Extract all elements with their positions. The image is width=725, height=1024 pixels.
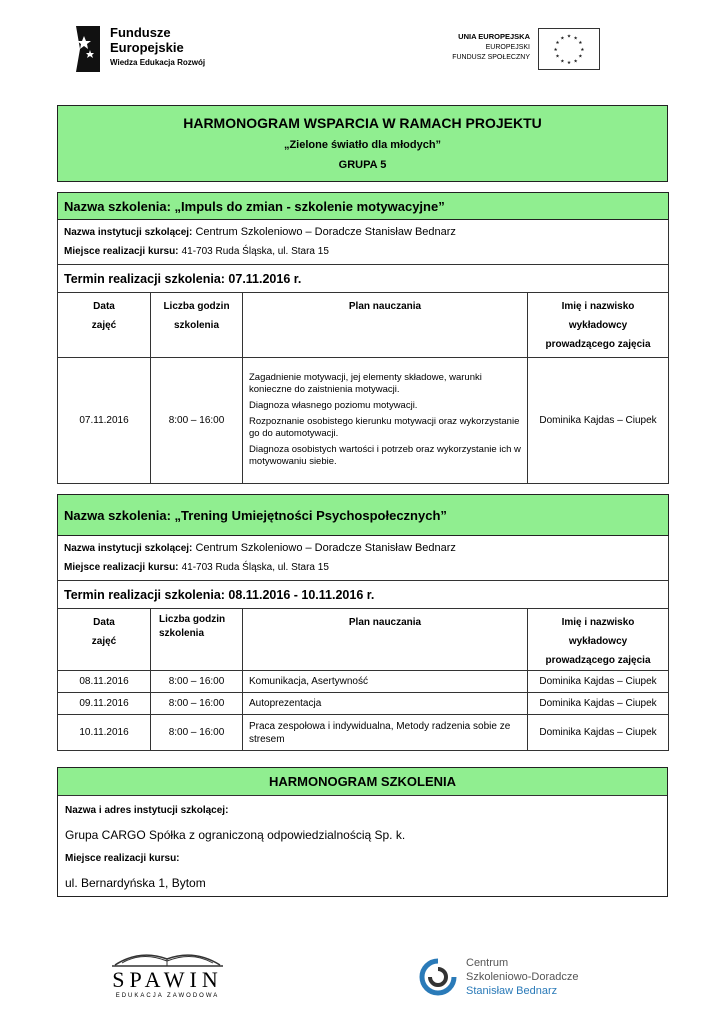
training2-inst-label: Nazwa instytucji szkolącej: bbox=[64, 543, 193, 554]
table-row bbox=[58, 358, 669, 484]
col-lecturer: Imię i nazwisko wykładowcy prowadzącego zajęcia bbox=[528, 609, 669, 671]
plan-item: Zagadnienie motywacji, jej elementy składowe, warunki konieczne do zaistnienia motywacji. bbox=[249, 371, 482, 395]
training2-term: Termin realizacji szkolenia: 08.11.2016 - 10.11.2016 r. bbox=[58, 581, 669, 609]
training2-institution: Centrum Szkoleniowo – Doradcze Stanisław Bednarz bbox=[195, 542, 456, 554]
training1-table bbox=[57, 192, 669, 484]
harmonogram-box bbox=[57, 767, 668, 897]
row-lecturer: Dominika Kajdas – Ciupek bbox=[528, 693, 669, 715]
centrum-logo bbox=[418, 955, 598, 1001]
svg-text:★: ★ bbox=[555, 54, 560, 60]
row-lecturer: Dominika Kajdas – Ciupek bbox=[528, 671, 669, 693]
training1-info bbox=[58, 220, 669, 265]
harmonogram-inst-label: Nazwa i adres instytucji szkolącej: bbox=[65, 805, 229, 816]
row-hours: 8:00 – 16:00 bbox=[151, 693, 243, 715]
swirl-icon bbox=[418, 957, 458, 997]
table-row bbox=[58, 693, 669, 715]
svg-text:★: ★ bbox=[553, 47, 558, 53]
group-name: GRUPA 5 bbox=[338, 159, 387, 171]
fe-flag-icon bbox=[70, 24, 102, 74]
training2-place: 41-703 Ruda Śląska, ul. Stara 15 bbox=[181, 562, 329, 573]
title-box bbox=[57, 105, 668, 182]
spawin-logo bbox=[100, 945, 235, 1005]
training1-inst-label: Nazwa instytucji szkolącej: bbox=[64, 227, 193, 238]
harmonogram-title: HARMONOGRAM SZKOLENIA bbox=[58, 768, 667, 796]
fundusze-europejskie-logo bbox=[70, 22, 230, 77]
col-hours: Liczba godzin szkolenia bbox=[151, 293, 243, 358]
fe-line1: Fundusze bbox=[110, 25, 171, 40]
fe-line3: Wiedza Edukacja Rozwój bbox=[110, 58, 206, 67]
row-plan: Praca zespołowa i indywidualna, Metody radzenia sobie ze stresem bbox=[243, 715, 528, 751]
csd-line1: Centrum bbox=[466, 957, 509, 969]
eu-flag-icon bbox=[538, 28, 600, 70]
plan-item: Rozpoznanie osobistego kierunku motywacji oraz wykorzystanie go do automotywacji. bbox=[249, 415, 520, 439]
plan-item: Diagnoza osobistych wartości i potrzeb oraz wykorzystanie ich w motywowaniu siebie. bbox=[249, 443, 521, 467]
spawin-name: SPAWIN bbox=[112, 967, 223, 992]
ue-line3: FUNDUSZ SPOŁECZNY bbox=[452, 54, 530, 61]
row-hours: 8:00 – 16:00 bbox=[151, 671, 243, 693]
row-date: 07.11.2016 bbox=[58, 358, 151, 484]
harmonogram-place-label: Miejsce realizacji kursu: bbox=[65, 853, 180, 864]
svg-text:★: ★ bbox=[560, 59, 565, 65]
ue-line1: UNIA EUROPEJSKA bbox=[458, 32, 530, 41]
svg-text:★: ★ bbox=[573, 59, 578, 65]
table-row bbox=[58, 671, 669, 693]
row-plan bbox=[243, 358, 528, 484]
training1-term: Termin realizacji szkolenia: 07.11.2016 r. bbox=[58, 265, 669, 293]
row-lecturer: Dominika Kajdas – Ciupek bbox=[528, 358, 669, 484]
col-plan: Plan nauczania bbox=[243, 293, 528, 358]
col-lecturer: Imię i nazwisko wykładowcy prowadzącego zajęcia bbox=[528, 293, 669, 358]
row-lecturer: Dominika Kajdas – Ciupek bbox=[528, 715, 669, 751]
col-plan: Plan nauczania bbox=[243, 609, 528, 671]
training1-institution: Centrum Szkoleniowo – Doradcze Stanisław Bednarz bbox=[195, 226, 456, 238]
plan-item: Diagnoza własnego poziomu motywacji. bbox=[249, 399, 418, 411]
svg-text:★: ★ bbox=[578, 41, 583, 47]
svg-text:★: ★ bbox=[573, 36, 578, 42]
svg-text:★: ★ bbox=[566, 61, 572, 67]
col-date: Data zajęć bbox=[58, 609, 151, 671]
training2-name: Nazwa szkolenia: „Trening Umiejętności Psychospołecznych” bbox=[58, 495, 669, 536]
col-date: Data zajęć bbox=[58, 293, 151, 358]
spawin-sub: EDUKACJA ZAWODOWA bbox=[115, 993, 220, 999]
unia-europejska-logo bbox=[430, 28, 600, 72]
row-date: 09.11.2016 bbox=[58, 693, 151, 715]
training2-table bbox=[57, 494, 669, 751]
row-hours: 8:00 – 16:00 bbox=[151, 358, 243, 484]
svg-text:★: ★ bbox=[555, 41, 560, 47]
harmonogram-inst-value: Grupa CARGO Spółka z ograniczoną odpowiedzialnością Sp. k. bbox=[65, 828, 406, 842]
training1-place: 41-703 Ruda Śląska, ul. Stara 15 bbox=[181, 246, 329, 257]
row-date: 08.11.2016 bbox=[58, 671, 151, 693]
row-date: 10.11.2016 bbox=[58, 715, 151, 751]
row-plan: Autoprezentacja bbox=[243, 693, 528, 715]
open-book-icon bbox=[110, 945, 225, 967]
row-hours: 8:00 – 16:00 bbox=[151, 715, 243, 751]
ue-line2: EUROPEJSKI bbox=[485, 44, 530, 51]
fe-line2: Europejskie bbox=[110, 40, 184, 55]
svg-text:★: ★ bbox=[578, 54, 583, 60]
table-row bbox=[58, 715, 669, 751]
csd-line2: Szkoleniowo-Doradcze bbox=[466, 971, 579, 983]
training2-place-label: Miejsce realizacji kursu: bbox=[64, 562, 179, 573]
col-hours: Liczba godzin szkolenia bbox=[151, 609, 243, 671]
svg-text:★: ★ bbox=[566, 34, 572, 40]
row-plan: Komunikacja, Asertywność bbox=[243, 671, 528, 693]
svg-text:★: ★ bbox=[580, 47, 585, 53]
svg-text:★: ★ bbox=[560, 36, 565, 42]
harmonogram-place-value: ul. Bernardyńska 1, Bytom bbox=[65, 876, 206, 890]
training1-name: Nazwa szkolenia: „Impuls do zmian - szkolenie motywacyjne” bbox=[58, 193, 669, 220]
training2-info bbox=[58, 536, 669, 581]
csd-line3: Stanisław Bednarz bbox=[466, 985, 558, 997]
training1-place-label: Miejsce realizacji kursu: bbox=[64, 246, 179, 257]
page-title: HARMONOGRAM WSPARCIA W RAMACH PROJEKTU bbox=[183, 115, 542, 131]
ue-text bbox=[452, 32, 530, 63]
project-name: „Zielone światło dla młodych” bbox=[283, 139, 442, 151]
